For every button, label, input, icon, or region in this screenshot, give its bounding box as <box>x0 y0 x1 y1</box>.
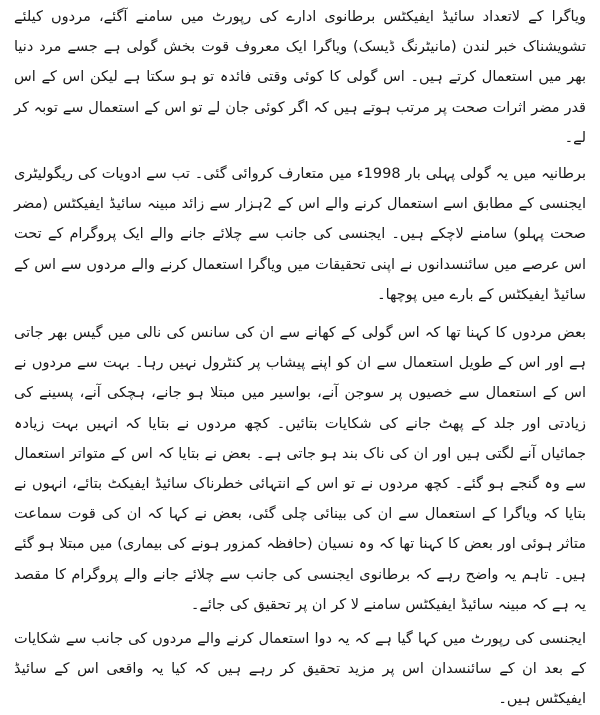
article-paragraph-2: برطانیہ میں یہ گولی پہلی بار 1998ء میں متعارف کروائی گئی۔ تب سے ادویات کی ریگولیٹری ایجنسی کے مطابق اسے استعمال کرنے والے اس کے 2ہزار سے زائد مبینہ سائیڈ ایفیکٹس (مضر صحت پہلو) سامنے لاچکے ہیں۔ ایجنسی کی جانب سے چلائے جانے والے ایک پروگرام کے تحت اس عرصے میں سائنسدانوں نے اپنی تحقیقات میں ویاگرا استعمال کرنے والے مردوں سے اس کے سائیڈ ایفیکٹس کے بارے میں پوچھا۔ <box>14 166 586 303</box>
article-paragraph-4: ایجنسی کی رپورٹ میں کہا گیا ہے کہ یہ دوا استعمال کرنے والے مردوں کی جانب سے شکایات کے بعد ان کے سائنسدان اس پر مزید تحقیق کر رہے ہیں کہ کیا یہ واقعی اس کے سائیڈ ایفیکٹس ہیں۔ <box>14 631 586 708</box>
article-paragraph-1: ویاگرا کے لاتعداد سائیڈ ایفیکٹس برطانوی ادارے کی رپورٹ میں سامنے آگئے، مردوں کیلئے تشویشناک خبر لندن (مانیٹرنگ ڈیسک) ویاگرا ایک معروف قوت بخش گولی ہے جسے مرد دنیا بھر میں استعمال کرتے ہیں۔ اس گولی کا کوئی وقتی فائدہ تو ہو سکتا ہے لیکن اس کے اس قدر مضر اثرات صحت پر مرتب ہوتے ہیں کہ اگر کوئی جان لے تو اس کے استعمال سے توبہ کر لے۔ <box>14 9 586 146</box>
article-paragraph-3: بعض مردوں کا کہنا تھا کہ اس گولی کے کھانے سے ان کی سانس کی نالی میں گیس بھر جاتی ہے اور اس کے طویل استعمال سے ان کو اپنے پیشاب پر کنٹرول نہیں رہا۔ بہت سے مردوں نے اس کے استعمال سے خصیوں پر سوجن آنے، بواسیر میں مبتلا ہو جانے، ہچکی آنے، پسینے کی زیادتی اور جلد کے پھٹ جانے کی شکایات بتائیں۔ کچھ مردوں نے بتایا کہ انہیں بہت زیادہ جمائیاں آنے لگتی ہیں اور ان کی ناک بند ہو جاتی ہے۔ بعض نے بتایا کہ اس کے متواتر استعمال سے وہ گنجے ہو گئے۔ کچھ مردوں نے تو اس کے انتہائی خطرناک سائیڈ ایفیکٹ بتائے، انہوں نے بتایا کہ ویاگرا کے استعمال سے ان کی بینائی چلی گئی، بعض نے کہا کہ ان کی قوت سماعت متاثر ہوئی اور بعض کا کہنا تھا کہ وہ نسیان (حافظہ کمزور ہونے کی بیماری) میں مبتلا ہو گئے ہیں۔ تاہم یہ واضح رہے کہ برطانوی ایجنسی کی جانب سے چلائے جانے والے پروگرام کا مقصد یہ ہے کہ مبینہ سائیڈ ایفیکٹس سامنے لا کر ان پر تحقیق کی جائے۔ <box>14 325 586 613</box>
article-page <box>0 2 600 708</box>
